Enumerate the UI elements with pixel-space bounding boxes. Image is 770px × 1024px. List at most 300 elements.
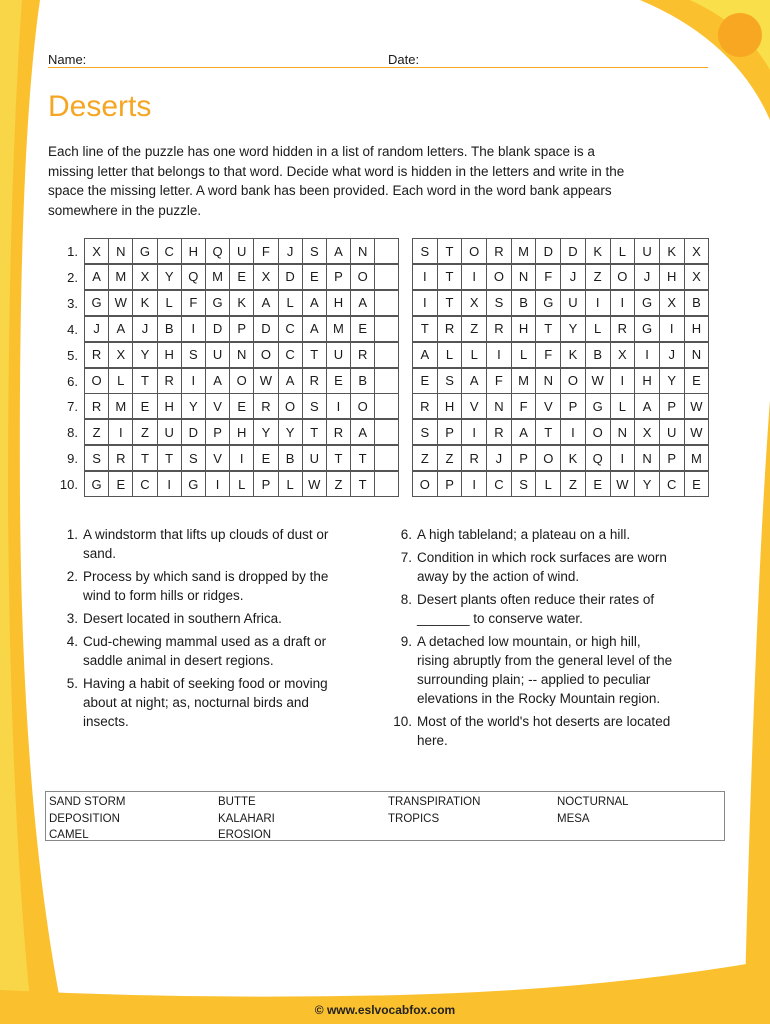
puzzle-cell: U	[157, 419, 182, 445]
puzzle-cell: R	[108, 445, 133, 471]
puzzle-cell: I	[610, 368, 636, 394]
puzzle-cell: L	[157, 290, 182, 316]
puzzle-cell: Y	[157, 264, 182, 290]
puzzle-cell: K	[585, 238, 611, 264]
puzzle-cell: H	[157, 393, 182, 419]
puzzle-cell: Z	[461, 316, 487, 342]
puzzle-cell: I	[229, 445, 254, 471]
puzzle-cell: K	[659, 238, 685, 264]
puzzle-cell: K	[560, 342, 586, 368]
clue-text: Condition in which rock surfaces are worn away by the action of wind.	[417, 550, 667, 584]
puzzle-cell: Q	[181, 264, 206, 290]
puzzle-cell: I	[560, 419, 586, 445]
word-bank-column	[218, 794, 275, 844]
clue-text: Having a habit of seeking food or moving about at night; as, nocturnal birds and insects.	[83, 676, 328, 729]
puzzle-cell: A	[253, 290, 278, 316]
clue-item	[52, 609, 337, 628]
puzzle-cell: Y	[634, 471, 660, 497]
puzzle-cell: X	[108, 342, 133, 368]
puzzle-cell: T	[132, 368, 157, 394]
puzzle-cell: R	[326, 419, 351, 445]
puzzle-cell: R	[157, 368, 182, 394]
puzzle-row-number: 4.	[67, 321, 78, 337]
puzzle-cell: H	[684, 316, 710, 342]
puzzle-cell: J	[659, 342, 685, 368]
puzzle-cell: A	[302, 290, 327, 316]
puzzle-cell: X	[684, 238, 710, 264]
puzzle-cell: M	[108, 264, 133, 290]
puzzle-cell: M	[326, 316, 351, 342]
puzzle-cell: L	[610, 393, 636, 419]
puzzle-cell: E	[229, 393, 254, 419]
puzzle-cell: P	[437, 471, 463, 497]
puzzle-cell: T	[437, 238, 463, 264]
puzzle-cell: H	[511, 316, 537, 342]
missing-letter-blank[interactable]	[374, 471, 399, 497]
puzzle-cell: G	[585, 393, 611, 419]
puzzle-cell: O	[461, 238, 487, 264]
puzzle-cell: R	[610, 316, 636, 342]
puzzle-cell: L	[278, 471, 303, 497]
clue-text: A windstorm that lifts up clouds of dust or sand.	[83, 527, 329, 561]
puzzle-cell: R	[84, 393, 109, 419]
word-bank-word: KALAHARI	[218, 812, 275, 825]
word-bank-word: NOCTURNAL	[557, 796, 629, 808]
puzzle-cell: E	[684, 471, 710, 497]
clue-text: Desert located in southern Africa.	[83, 611, 282, 626]
puzzle-cell: N	[684, 342, 710, 368]
puzzle-cell: R	[486, 238, 512, 264]
clue-text: Most of the world's hot deserts are located here.	[417, 714, 671, 748]
puzzle-cell: I	[412, 290, 438, 316]
puzzle-cell: Y	[253, 419, 278, 445]
puzzle-cell: A	[108, 316, 133, 342]
puzzle-cell: E	[108, 471, 133, 497]
puzzle-cell: T	[326, 445, 351, 471]
puzzle-cell: X	[684, 264, 710, 290]
puzzle-cell: T	[350, 445, 375, 471]
puzzle-cell: D	[181, 419, 206, 445]
puzzle-cell: V	[205, 445, 230, 471]
name-label: Name:	[48, 52, 87, 67]
clue-item	[386, 548, 676, 586]
puzzle-cell: S	[437, 368, 463, 394]
date-label: Date:	[388, 52, 420, 67]
puzzle-cell: E	[350, 316, 375, 342]
puzzle-cell: G	[634, 290, 660, 316]
puzzle-cell: B	[585, 342, 611, 368]
puzzle-cell: J	[486, 445, 512, 471]
puzzle-cell: S	[486, 290, 512, 316]
puzzle-cell: A	[412, 342, 438, 368]
puzzle-cell: Y	[181, 393, 206, 419]
puzzle-cell: R	[253, 393, 278, 419]
puzzle-cell: K	[229, 290, 254, 316]
puzzle-cell: I	[157, 471, 182, 497]
puzzle-cell: T	[535, 316, 561, 342]
puzzle-cell: V	[461, 393, 487, 419]
puzzle-cell: E	[132, 393, 157, 419]
puzzle-cell: D	[560, 238, 586, 264]
puzzle-cell: P	[205, 419, 230, 445]
puzzle-cell: I	[610, 290, 636, 316]
puzzle-cell: W	[684, 393, 710, 419]
puzzle-cell: G	[84, 290, 109, 316]
puzzle-cell: Y	[132, 342, 157, 368]
word-bank-column	[388, 794, 480, 827]
page-title: Deserts	[48, 90, 152, 123]
puzzle-cell: B	[157, 316, 182, 342]
puzzle-cell: Q	[205, 238, 230, 264]
puzzle-cell: M	[108, 393, 133, 419]
puzzle-cell: H	[659, 264, 685, 290]
puzzle-cell: G	[84, 471, 109, 497]
puzzle-cell: M	[684, 445, 710, 471]
missing-letter-blank[interactable]	[374, 419, 399, 445]
puzzle-cell: N	[535, 368, 561, 394]
puzzle-cell: A	[461, 368, 487, 394]
puzzle-cell: O	[229, 368, 254, 394]
puzzle-cell: E	[253, 445, 278, 471]
puzzle-cell: U	[659, 419, 685, 445]
puzzle-cell: M	[511, 238, 537, 264]
puzzle-cell: S	[412, 419, 438, 445]
puzzle-cell: J	[278, 238, 303, 264]
puzzle-cell: M	[205, 264, 230, 290]
puzzle-cell: A	[205, 368, 230, 394]
puzzle-cell: I	[181, 316, 206, 342]
clue-number: 9.	[400, 634, 412, 649]
puzzle-cell: K	[132, 290, 157, 316]
puzzle-row-number: 10.	[59, 477, 78, 493]
puzzle-cell: B	[278, 445, 303, 471]
puzzle-cell: X	[253, 264, 278, 290]
instructions-paragraph: Each line of the puzzle has one word hidden in a list of random letters. The blank space is a missing letter that belongs to that word. Decide what word is hidden in the letters and write in the space the missing letter. A word bank has been provided. Each word in the word bank appears somewhere in the puzzle.	[48, 144, 625, 218]
clue-item	[52, 674, 337, 731]
puzzle-cell: J	[132, 316, 157, 342]
puzzle-cell: N	[634, 445, 660, 471]
puzzle-cell: A	[511, 419, 537, 445]
puzzle-cell: P	[229, 316, 254, 342]
clue-number: 1.	[66, 527, 78, 542]
puzzle-cell: Y	[659, 368, 685, 394]
puzzle-cell: H	[157, 342, 182, 368]
puzzle-cell: R	[350, 342, 375, 368]
puzzle-cell: G	[132, 238, 157, 264]
clue-text: Process by which sand is dropped by the wind to form hills or ridges.	[83, 569, 329, 603]
puzzle-cell: Z	[560, 471, 586, 497]
puzzle-cell: P	[253, 471, 278, 497]
clue-number: 8.	[400, 592, 412, 607]
puzzle-row-number: 1.	[67, 244, 78, 259]
puzzle-cell: G	[634, 316, 660, 342]
puzzle-cell: T	[437, 290, 463, 316]
puzzle-cell: Z	[132, 419, 157, 445]
puzzle-cell: O	[350, 393, 375, 419]
puzzle-cell: C	[278, 342, 303, 368]
puzzle-cell: T	[350, 471, 375, 497]
puzzle-cell: R	[412, 393, 438, 419]
puzzle-cell: F	[486, 368, 512, 394]
puzzle-cell: V	[535, 393, 561, 419]
puzzle-cell: L	[229, 471, 254, 497]
clue-text: A detached low mountain, or high hill, rising abruptly from the general level of the surrounding plain; -- applied to peculiar elevations in the Rocky Mountain region.	[417, 634, 673, 706]
puzzle-cell: N	[350, 238, 375, 264]
puzzle-cell: N	[610, 419, 636, 445]
puzzle-cell: F	[535, 264, 561, 290]
puzzle-cell: C	[132, 471, 157, 497]
puzzle-cell: Q	[585, 445, 611, 471]
puzzle-row-number: 9.	[67, 451, 78, 467]
word-bank-word: SAND STORM	[49, 796, 126, 808]
puzzle-cell: O	[486, 264, 512, 290]
puzzle-cell: W	[684, 419, 710, 445]
puzzle-cell: I	[461, 419, 487, 445]
puzzle-cell: D	[205, 316, 230, 342]
puzzle-cell: W	[302, 471, 327, 497]
puzzle-cell: B	[511, 290, 537, 316]
puzzle-cell: L	[461, 342, 487, 368]
puzzle-cell: K	[560, 445, 586, 471]
puzzle-cell: Z	[437, 445, 463, 471]
puzzle-cell: Y	[278, 419, 303, 445]
puzzle-cell: T	[302, 342, 327, 368]
puzzle-cell: O	[585, 419, 611, 445]
word-bank	[45, 791, 725, 841]
clue-number: 3.	[66, 611, 78, 626]
puzzle-cell: S	[181, 445, 206, 471]
puzzle-cell: Z	[412, 445, 438, 471]
puzzle-cell: B	[350, 368, 375, 394]
puzzle-cell: O	[535, 445, 561, 471]
clue-item	[386, 525, 676, 544]
puzzle-cell: R	[84, 342, 109, 368]
puzzle-cell: X	[84, 238, 109, 264]
clue-number: 10.	[393, 714, 412, 729]
puzzle-cell: I	[461, 264, 487, 290]
puzzle-cell: E	[326, 368, 351, 394]
word-bank-word: MESA	[557, 812, 590, 825]
puzzle-cell: O	[412, 471, 438, 497]
puzzle-cell: C	[659, 471, 685, 497]
puzzle-cell: S	[302, 238, 327, 264]
puzzle-cell: J	[634, 264, 660, 290]
puzzle-cell: U	[205, 342, 230, 368]
puzzle-row-number: 3.	[67, 295, 78, 311]
word-bank-word: TROPICS	[388, 812, 440, 825]
puzzle-cell: I	[412, 264, 438, 290]
missing-letter-blank[interactable]	[374, 316, 399, 342]
puzzle-cell: A	[350, 419, 375, 445]
puzzle-cell: V	[205, 393, 230, 419]
puzzle-cell: R	[486, 419, 512, 445]
missing-letter-blank[interactable]	[374, 264, 399, 290]
puzzle-cell: A	[326, 238, 351, 264]
puzzle-cell: I	[205, 471, 230, 497]
puzzle-cell: P	[326, 264, 351, 290]
puzzle-cell: N	[229, 342, 254, 368]
word-bank-column	[49, 794, 125, 844]
puzzle-cell: I	[486, 342, 512, 368]
puzzle-cell: U	[634, 238, 660, 264]
puzzle-cell: H	[326, 290, 351, 316]
header-divider	[48, 67, 708, 68]
clue-item	[386, 590, 676, 628]
puzzle-cell: X	[610, 342, 636, 368]
clues-right-column	[386, 525, 676, 754]
puzzle-cell: S	[84, 445, 109, 471]
puzzle-cell: S	[302, 393, 327, 419]
clue-text: Desert plants often reduce their rates of _______ to conserve water.	[417, 592, 655, 626]
puzzle-cell: W	[108, 290, 133, 316]
puzzle-cell: D	[253, 316, 278, 342]
puzzle-cell: E	[229, 264, 254, 290]
puzzle-cell: T	[412, 316, 438, 342]
puzzle-cell: H	[181, 238, 206, 264]
puzzle-cell: U	[302, 445, 327, 471]
missing-letter-blank[interactable]	[374, 393, 399, 419]
puzzle-row-number: 7.	[67, 399, 78, 415]
puzzle-cell: H	[229, 419, 254, 445]
clue-text: A high tableland; a plateau on a hill.	[417, 527, 631, 542]
puzzle-cell: A	[634, 393, 660, 419]
puzzle-cell: O	[84, 368, 109, 394]
puzzle-cell: I	[585, 290, 611, 316]
clue-item	[52, 567, 337, 605]
puzzle-cell: I	[181, 368, 206, 394]
puzzle-cell: O	[278, 393, 303, 419]
puzzle-cell: E	[585, 471, 611, 497]
puzzle-cell: T	[535, 419, 561, 445]
clue-text: Cud-chewing mammal used as a draft or saddle animal in desert regions.	[83, 634, 327, 668]
puzzle-cell: I	[610, 445, 636, 471]
puzzle-cell: F	[511, 393, 537, 419]
footer-copyright: © www.eslvocabfox.com	[314, 1003, 456, 1017]
puzzle-row-number: 5.	[67, 347, 78, 363]
puzzle-cell: U	[326, 342, 351, 368]
puzzle-cell: H	[437, 393, 463, 419]
puzzle-cell: B	[684, 290, 710, 316]
puzzle-cell: F	[535, 342, 561, 368]
puzzle-cell: L	[585, 316, 611, 342]
word-bank-word: CAMEL	[49, 829, 89, 841]
puzzle-cell: X	[634, 419, 660, 445]
puzzle-cell: G	[535, 290, 561, 316]
puzzle-cell: R	[437, 316, 463, 342]
puzzle-cell: X	[461, 290, 487, 316]
missing-letter-blank[interactable]	[374, 445, 399, 471]
puzzle-cell: O	[253, 342, 278, 368]
puzzle-cell: W	[610, 471, 636, 497]
puzzle-cell: I	[326, 393, 351, 419]
word-bank-word: TRANSPIRATION	[388, 796, 481, 808]
puzzle-cell: P	[511, 445, 537, 471]
puzzle-cell: J	[560, 264, 586, 290]
puzzle-cell: Y	[560, 316, 586, 342]
puzzle-cell: Z	[326, 471, 351, 497]
puzzle-cell: U	[560, 290, 586, 316]
clue-number: 2.	[66, 569, 78, 584]
puzzle-cell: L	[535, 471, 561, 497]
puzzle-cell: O	[610, 264, 636, 290]
puzzle-cell: X	[132, 264, 157, 290]
puzzle-cell: E	[302, 264, 327, 290]
puzzle-cell: P	[560, 393, 586, 419]
missing-letter-blank[interactable]	[374, 290, 399, 316]
clues-left-column	[52, 525, 337, 735]
puzzle-cell: S	[511, 471, 537, 497]
puzzle-cell: P	[659, 445, 685, 471]
puzzle-cell: D	[278, 264, 303, 290]
clue-number: 7.	[400, 550, 412, 565]
puzzle-cell: O	[560, 368, 586, 394]
puzzle-cell: G	[205, 290, 230, 316]
puzzle-cell: J	[84, 316, 109, 342]
puzzle-cell: C	[486, 471, 512, 497]
puzzle-cell: E	[684, 368, 710, 394]
puzzle-cell: R	[302, 368, 327, 394]
puzzle-cell: L	[511, 342, 537, 368]
puzzle-row-number: 8.	[67, 425, 78, 441]
puzzle-cell: G	[181, 471, 206, 497]
puzzle-cell: T	[157, 445, 182, 471]
puzzle-cell: A	[84, 264, 109, 290]
puzzle-cell: L	[108, 368, 133, 394]
puzzle-cell: F	[181, 290, 206, 316]
clue-item	[386, 632, 676, 708]
word-bank-word: BUTTE	[218, 796, 256, 808]
clue-item	[386, 712, 676, 750]
puzzle-cell: D	[535, 238, 561, 264]
puzzle-cell: I	[108, 419, 133, 445]
missing-letter-blank[interactable]	[374, 238, 399, 264]
clue-number: 6.	[400, 527, 412, 542]
puzzle-cell: A	[302, 316, 327, 342]
puzzle-row-number: 2.	[67, 269, 78, 285]
puzzle-cell: R	[461, 445, 487, 471]
puzzle-cell: P	[437, 419, 463, 445]
puzzle-cell: L	[610, 238, 636, 264]
puzzle-cell: M	[511, 368, 537, 394]
puzzle-row-number: 6.	[67, 373, 78, 389]
clue-number: 4.	[66, 634, 78, 649]
puzzle-cell: I	[461, 471, 487, 497]
puzzle-cell: N	[108, 238, 133, 264]
puzzle-cell: U	[229, 238, 254, 264]
puzzle-cell: H	[634, 368, 660, 394]
puzzle-cell: A	[350, 290, 375, 316]
puzzle-cell: Z	[585, 264, 611, 290]
puzzle-cell: T	[132, 445, 157, 471]
puzzle-cell: O	[350, 264, 375, 290]
puzzle-cell: L	[278, 290, 303, 316]
puzzle-cell: R	[486, 316, 512, 342]
missing-letter-blank[interactable]	[374, 368, 399, 394]
puzzle-cell: S	[181, 342, 206, 368]
puzzle-cell: T	[302, 419, 327, 445]
puzzle-cell: T	[437, 264, 463, 290]
puzzle-cell: I	[659, 316, 685, 342]
puzzle-cell: X	[659, 290, 685, 316]
missing-letter-blank[interactable]	[374, 342, 399, 368]
puzzle-cell: L	[437, 342, 463, 368]
puzzle-cell: W	[253, 368, 278, 394]
puzzle-cell: W	[585, 368, 611, 394]
puzzle-cell: N	[486, 393, 512, 419]
puzzle-cell: N	[511, 264, 537, 290]
puzzle-cell: F	[253, 238, 278, 264]
puzzle-cell: C	[278, 316, 303, 342]
